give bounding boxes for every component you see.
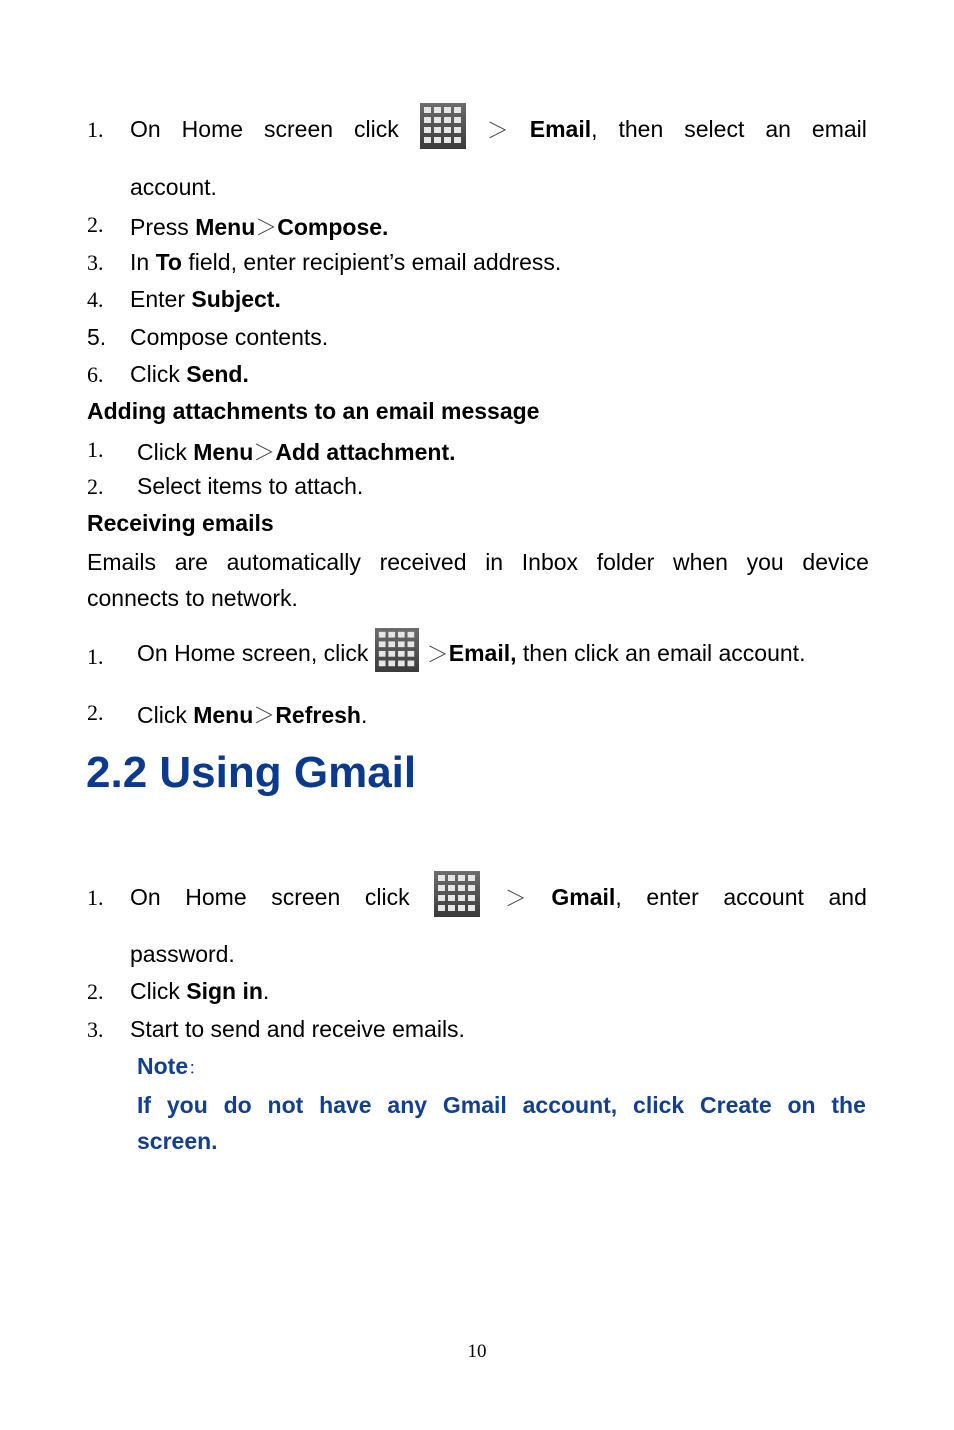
list-number: 1.	[87, 437, 104, 462]
email-step-3: In To field, enter recipient’s email address.	[130, 249, 562, 275]
list-number: 2.	[87, 474, 104, 499]
receiving-step-1: On Home screen, click ＞ Email, then click an email account.	[137, 630, 805, 676]
comma: ,	[591, 115, 598, 142]
page-number: 10	[467, 1341, 487, 1362]
list-number: 3.	[87, 250, 104, 275]
word: screen	[264, 115, 334, 142]
note-label: Note：	[137, 1053, 207, 1079]
gmail-step-2: Click Sign in.	[130, 978, 270, 1004]
gmail-step-1-continued: password.	[130, 941, 235, 967]
receiving-paragraph-line2: connects to network.	[87, 585, 298, 611]
separator-arrow: ＞	[486, 118, 509, 144]
email-step-4: Enter Subject.	[130, 286, 281, 312]
email-step-6: Click Send.	[130, 361, 249, 387]
list-number: 2.	[87, 700, 104, 725]
note-text-line1: If you do not have any Gmail account, click Create on the	[137, 1091, 866, 1118]
list-number: 1.	[87, 644, 104, 669]
app-grid-icon	[420, 103, 466, 155]
word: click	[354, 115, 399, 142]
word: Home	[181, 115, 244, 142]
word: email	[811, 115, 867, 142]
email-step-5: Compose contents.	[130, 324, 329, 350]
list-number: 4.	[87, 287, 104, 312]
email-step-2: Press Menu＞Compose.	[130, 214, 389, 241]
list-number: 3.	[87, 1017, 104, 1042]
word: select	[684, 115, 745, 142]
list-number: 2.	[87, 212, 104, 237]
section-heading-receiving: Receiving emails	[87, 510, 274, 536]
list-number: 2.	[87, 979, 104, 1004]
gmail-step-3: Start to send and receive emails.	[130, 1016, 465, 1042]
attachment-step-2: Select items to attach.	[137, 473, 364, 499]
app-grid-icon	[375, 628, 419, 678]
list-number: 6.	[87, 362, 104, 387]
list-number: 1.	[87, 885, 104, 910]
word: then	[618, 115, 664, 142]
app-grid-icon	[434, 871, 480, 923]
list-number: 1.	[87, 117, 104, 142]
attachment-step-1: Click Menu＞Add attachment.	[137, 439, 456, 466]
note-text-line2: screen.	[137, 1128, 218, 1154]
bold-term: Email	[529, 115, 592, 142]
section-heading-attachments: Adding attachments to an email message	[87, 398, 540, 424]
email-step-1	[130, 104, 867, 154]
list-number: 5.	[87, 324, 107, 350]
receiving-paragraph-line1: Emails are automatically received in Inbox folder when you device	[87, 548, 869, 575]
word: an	[765, 115, 791, 142]
page-title: 2.2 Using Gmail	[86, 748, 417, 797]
email-step-1-continued: account.	[130, 174, 217, 200]
receiving-step-2: Click Menu＞Refresh.	[137, 702, 368, 729]
word: On	[130, 115, 161, 142]
gmail-step-1: On Home screen click ＞ Gmail, enter account and	[130, 872, 867, 922]
